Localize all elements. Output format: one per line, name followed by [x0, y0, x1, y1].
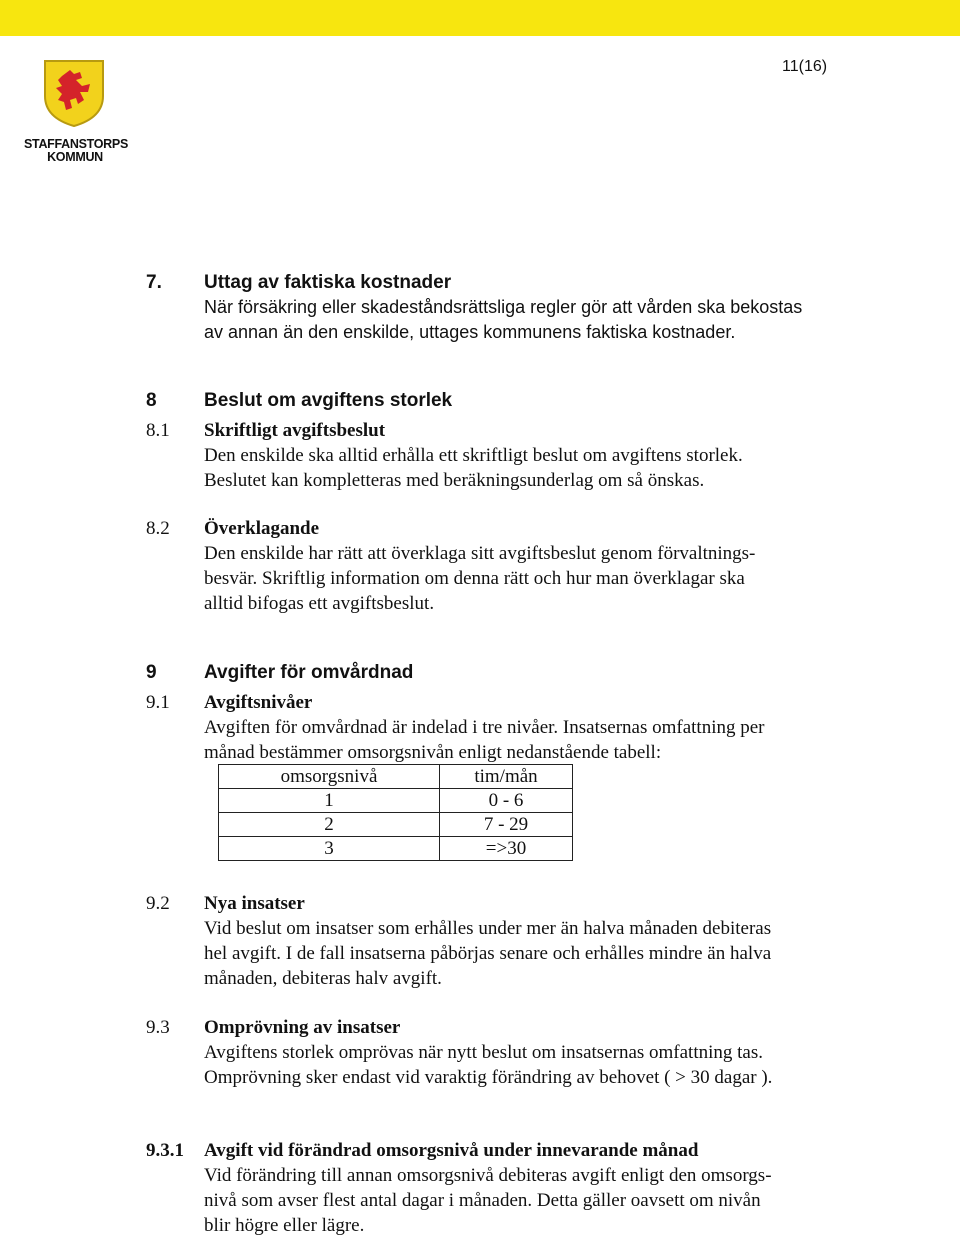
municipality-logo	[24, 58, 126, 164]
section-number: 9	[146, 662, 157, 683]
section-number: 9.2	[146, 893, 170, 914]
paragraph-line: alltid bifogas ett avgiftsbeslut.	[204, 593, 435, 614]
table-row	[219, 813, 573, 837]
table-header-cell: omsorgsnivå	[219, 765, 440, 789]
paragraph-line: Vid förändring till annan omsorgsnivå debiteras avgift enligt den omsorgs-	[204, 1165, 772, 1186]
section-title: Avgift vid förändrad omsorgsnivå under innevarande månad	[204, 1140, 699, 1161]
section-number: 9.3	[146, 1017, 170, 1038]
table-cell: 3	[219, 837, 440, 861]
section-number: 8.1	[146, 420, 170, 441]
page-number: 11(16)	[782, 58, 828, 75]
top-accent-bar	[0, 0, 960, 36]
paragraph-line: av annan än den enskilde, uttages kommunens faktiska kostnader.	[204, 322, 736, 342]
section-title: Omprövning av insatser	[204, 1017, 401, 1038]
section-number: 7.	[146, 272, 162, 293]
coat-of-arms-icon	[42, 58, 106, 128]
paragraph-line: Vid beslut om insatser som erhålles under mer än halva månaden debiteras	[204, 918, 772, 939]
table-row	[219, 789, 573, 813]
paragraph-line: Den enskilde ska alltid erhålla ett skriftligt beslut om avgiftens storlek.	[204, 445, 743, 466]
section-number: 8	[146, 390, 157, 411]
table-row	[219, 837, 573, 861]
paragraph-line: månaden, debiteras halv avgift.	[204, 968, 442, 989]
paragraph-line: Beslutet kan kompletteras med beräkningsunderlag om så önskas.	[204, 470, 705, 491]
paragraph-line: blir högre eller lägre.	[204, 1215, 365, 1236]
section-title: Överklagande	[204, 518, 320, 539]
paragraph-line: Avgiften för omvårdnad är indelad i tre nivåer. Insatsernas omfattning per	[204, 717, 765, 738]
section-title: Skriftligt avgiftsbeslut	[204, 420, 386, 441]
section-title: Beslut om avgiftens storlek	[204, 390, 453, 411]
paragraph-line: månad bestämmer omsorgsnivån enligt nedanstående tabell:	[204, 742, 662, 763]
paragraph-line: hel avgift. I de fall insatserna påbörjas senare och erhålles mindre än halva	[204, 943, 772, 964]
paragraph-line: Omprövning sker endast vid varaktig förändring av behovet ( > 30 dagar ).	[204, 1067, 773, 1088]
section-title: Nya insatser	[204, 893, 305, 914]
table-header-cell: tim/mån	[440, 765, 573, 789]
table-header-row	[219, 765, 573, 789]
section-number: 9.3.1	[146, 1140, 184, 1161]
logo-text-line1: STAFFANSTORPS	[24, 137, 128, 151]
paragraph-line: besvär. Skriftlig information om denna rätt och hur man överklagar ska	[204, 568, 745, 589]
paragraph-line: Den enskilde har rätt att överklaga sitt avgiftsbeslut genom förvaltnings-	[204, 543, 756, 564]
paragraph-line: Avgiftens storlek omprövas när nytt beslut om insatsernas omfattning tas.	[204, 1042, 763, 1063]
section-number: 9.1	[146, 692, 170, 713]
table-cell: 2	[219, 813, 440, 837]
table-cell: 7 - 29	[440, 813, 573, 837]
logo-text-line2: KOMMUN	[47, 150, 103, 164]
care-level-table	[218, 764, 573, 861]
section-number: 8.2	[146, 518, 170, 539]
paragraph-line: När försäkring eller skadeståndsrättsliga regler gör att vården ska bekostas	[204, 297, 803, 317]
table-cell: 0 - 6	[440, 789, 573, 813]
paragraph-line: nivå som avser flest antal dagar i månaden. Detta gäller oavsett om nivån	[204, 1190, 761, 1211]
section-title: Avgiftsnivåer	[204, 692, 313, 713]
section-title: Avgifter för omvårdnad	[204, 662, 414, 683]
section-title: Uttag av faktiska kostnader	[204, 272, 452, 293]
table-cell: 1	[219, 789, 440, 813]
table-cell: =>30	[440, 837, 573, 861]
